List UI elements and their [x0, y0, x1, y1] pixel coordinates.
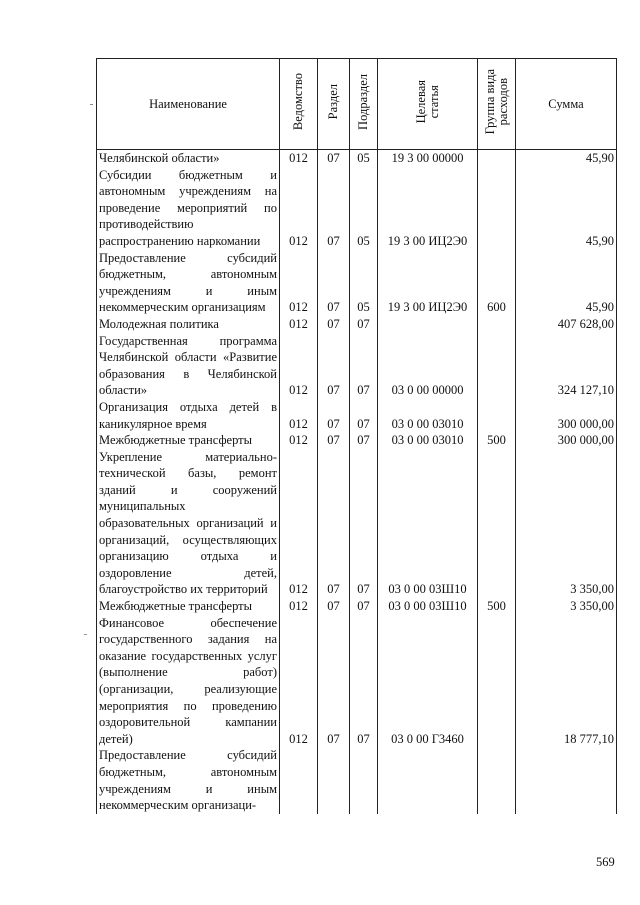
row-name: Субсидии бюджетным и автономным учреждениям на проведение мероприятий по противодействию распространению наркомании — [97, 167, 280, 250]
row-section: 07 — [318, 316, 350, 333]
row-sum: 45,90 — [516, 250, 617, 316]
row-name: Укрепление материально-технической базы, ремонт зданий и сооружений муниципальных образовательных организаций и организаций, осуществляющих организацию отдыха и оздоровление детей, благоустройство их территорий — [97, 449, 280, 598]
row-dept: 012 — [280, 333, 318, 399]
row-sum: 300 000,00 — [516, 399, 617, 432]
row-target: 03 0 00 00000 — [378, 333, 478, 399]
row-target: 19 3 00 00000 — [378, 150, 478, 167]
table-row — [97, 333, 617, 399]
header-group: Группа вида расходов — [478, 59, 516, 150]
row-target: 19 3 00 ИЦ2Э0 — [378, 167, 478, 250]
row-dept: 012 — [280, 167, 318, 250]
row-subsection — [350, 747, 378, 813]
row-target: 03 0 00 03010 — [378, 399, 478, 432]
page-number: 569 — [596, 855, 615, 869]
row-section: 07 — [318, 150, 350, 167]
row-section: 07 — [318, 333, 350, 399]
table-header-row — [97, 59, 617, 150]
row-subsection: 07 — [350, 449, 378, 598]
row-dept: 012 — [280, 449, 318, 598]
row-subsection: 05 — [350, 250, 378, 316]
header-sum: Сумма — [516, 59, 617, 150]
row-subsection: 07 — [350, 615, 378, 748]
row-group — [478, 150, 516, 167]
row-target — [378, 747, 478, 813]
row-subsection: 05 — [350, 167, 378, 250]
table-row — [97, 316, 617, 333]
row-name: Финансовое обеспечение государственного задания на оказание государственных услуг (выполнение работ) (организации, реализующие мероприятия по проведению оздоровительной кампании детей) — [97, 615, 280, 748]
row-subsection: 07 — [350, 316, 378, 333]
row-subsection: 07 — [350, 598, 378, 615]
scan-mark — [84, 634, 87, 635]
row-section — [318, 747, 350, 813]
row-group: 600 — [478, 250, 516, 316]
row-name: Предоставление субсидий бюджетным, автономным учреждениям и иным некоммерческим организаци- — [97, 747, 280, 813]
header-name: Наименование — [97, 59, 280, 150]
row-sum: 407 628,00 — [516, 316, 617, 333]
row-section: 07 — [318, 399, 350, 432]
table-row — [97, 167, 617, 250]
row-dept: 012 — [280, 150, 318, 167]
table-row — [97, 615, 617, 748]
row-group: 500 — [478, 598, 516, 615]
row-name: Челябинской области» — [97, 150, 280, 167]
row-group — [478, 167, 516, 250]
row-target: 03 0 00 03Ш10 — [378, 598, 478, 615]
row-subsection: 07 — [350, 432, 378, 449]
table-row — [97, 449, 617, 598]
row-sum: 3 350,00 — [516, 598, 617, 615]
row-target: 03 0 00 Г3460 — [378, 615, 478, 748]
row-group — [478, 399, 516, 432]
row-group — [478, 449, 516, 598]
row-section: 07 — [318, 432, 350, 449]
row-name: Предоставление субсидий бюджетным, автономным учреждениям и иным некоммерческим организациям — [97, 250, 280, 316]
row-dept: 012 — [280, 250, 318, 316]
row-target: 03 0 00 03Ш10 — [378, 449, 478, 598]
row-dept: 012 — [280, 615, 318, 748]
header-subsection: Подраздел — [350, 59, 378, 150]
row-target: 03 0 00 03010 — [378, 432, 478, 449]
row-sum: 3 350,00 — [516, 449, 617, 598]
row-name: Государственная программа Челябинской области «Развитие образования в Челябинской области» — [97, 333, 280, 399]
row-sum: 300 000,00 — [516, 432, 617, 449]
scan-mark — [90, 104, 93, 105]
row-group: 500 — [478, 432, 516, 449]
row-group — [478, 316, 516, 333]
row-section: 07 — [318, 449, 350, 598]
table-row — [97, 250, 617, 316]
row-section: 07 — [318, 598, 350, 615]
row-sum — [516, 747, 617, 813]
row-target: 19 3 00 ИЦ2Э0 — [378, 250, 478, 316]
row-section: 07 — [318, 167, 350, 250]
header-section: Раздел — [318, 59, 350, 150]
row-target — [378, 316, 478, 333]
row-dept: 012 — [280, 316, 318, 333]
row-group — [478, 333, 516, 399]
row-sum: 45,90 — [516, 150, 617, 167]
row-sum: 18 777,10 — [516, 615, 617, 748]
row-name: Межбюджетные трансферты — [97, 432, 280, 449]
row-name: Организация отдыха детей в каникулярное время — [97, 399, 280, 432]
table-row — [97, 399, 617, 432]
row-name: Межбюджетные трансферты — [97, 598, 280, 615]
row-name: Молодежная политика — [97, 316, 280, 333]
budget-table — [96, 58, 617, 814]
table-row — [97, 747, 617, 813]
row-subsection: 07 — [350, 333, 378, 399]
row-sum: 45,90 — [516, 167, 617, 250]
row-dept: 012 — [280, 432, 318, 449]
row-sum: 324 127,10 — [516, 333, 617, 399]
row-subsection: 07 — [350, 399, 378, 432]
row-section: 07 — [318, 250, 350, 316]
table-row — [97, 598, 617, 615]
row-dept — [280, 747, 318, 813]
row-group — [478, 615, 516, 748]
table-row — [97, 432, 617, 449]
row-dept: 012 — [280, 598, 318, 615]
header-dept: Ведомство — [280, 59, 318, 150]
row-subsection: 05 — [350, 150, 378, 167]
table-row — [97, 150, 617, 167]
row-group — [478, 747, 516, 813]
row-dept: 012 — [280, 399, 318, 432]
row-section: 07 — [318, 615, 350, 748]
header-target: Целевая статья — [378, 59, 478, 150]
